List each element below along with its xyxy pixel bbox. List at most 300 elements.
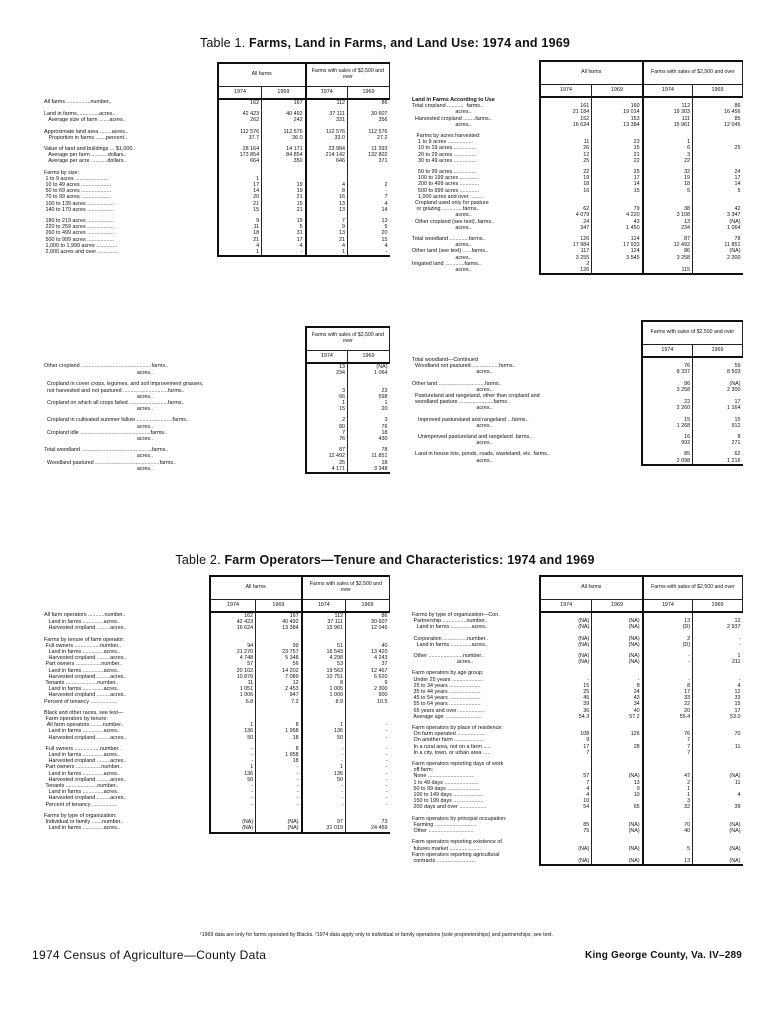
row-value: 14 [693, 181, 743, 187]
row-value: - [693, 642, 743, 648]
row-value: (NA) [540, 858, 592, 865]
row-value: 1 000 [302, 692, 346, 698]
row-value: 2 937 [693, 624, 743, 630]
row-value: 132 802 [348, 152, 390, 158]
row-value: 45 [540, 695, 592, 701]
row-value: 1 051 [210, 686, 256, 692]
row-value: 16 [540, 188, 592, 194]
row-value: 66 [306, 394, 348, 400]
row-label: acres.. [412, 659, 474, 666]
row-value: 3 545 [592, 255, 643, 261]
row-value: 8 [302, 680, 346, 686]
row-value: 8.9 [302, 699, 346, 705]
row-value: 6 620 [346, 674, 390, 680]
row-label: Woodland not pastured ..................farms.. [412, 363, 516, 370]
row-label: 100 to 199 acres ............. [412, 175, 480, 182]
table1-right-top [410, 60, 743, 275]
header-stub [42, 600, 210, 613]
row-value: - [643, 677, 693, 683]
row-value: 4 [262, 243, 306, 249]
row-value: - [643, 659, 693, 665]
row-value: 50 [210, 735, 256, 741]
row-value: 87 [306, 447, 348, 453]
row-value: 2 300 [346, 686, 390, 692]
row-value: 4 748 [210, 655, 256, 661]
row-value: 8 [256, 746, 302, 752]
row-label: Woodland pastured ...........................................farms.. [44, 459, 177, 466]
row-label: Irrigated land .............farms.. [412, 260, 481, 267]
row-value: 43 [592, 695, 643, 701]
row-value: 7 [348, 194, 390, 200]
row-label: Percent of tenancy ................. [44, 801, 118, 808]
row-value: - [346, 777, 390, 783]
row-label: 1,000 to 1,999 acres .............. [44, 242, 118, 249]
row-value: 24 [693, 169, 743, 175]
row-value: 11 851 [693, 242, 743, 248]
header-year-1974: 1974 [540, 600, 592, 613]
row-value: 23 [348, 388, 390, 394]
row-value: 136 [210, 771, 256, 777]
row-value: - [302, 802, 346, 808]
row-value: 1 [643, 786, 693, 792]
row-value: 75 [540, 828, 592, 834]
row-value: 40 [592, 708, 643, 714]
header-row-groups [410, 576, 743, 600]
row-value: 14 [592, 181, 643, 187]
row-label: acres.. [44, 436, 154, 443]
row-value: - [346, 789, 390, 795]
row-value: 25 [540, 689, 592, 695]
row-label: Other land ...............................farms.. [412, 380, 502, 387]
row-label: Tenants .....................number.. [44, 783, 119, 790]
header-stub [410, 345, 642, 358]
header-stub [42, 327, 306, 351]
row-label: Farm operators reporting days of work [412, 761, 504, 768]
row-value: - [693, 636, 743, 642]
row-value: (NA) [592, 636, 643, 642]
header-stub [42, 351, 306, 364]
header-all-farms: All farms [218, 63, 306, 87]
row-value: 15 [592, 188, 643, 194]
row-value: 34 [592, 701, 643, 707]
row-value: 15 [540, 683, 592, 689]
row-value: 18 [348, 430, 390, 436]
row-value: 40 [643, 828, 693, 834]
row-value: 86 [348, 99, 390, 106]
row-value: (NA) [540, 846, 592, 852]
row-value: 14 [218, 188, 262, 194]
row-value: 13 [643, 858, 693, 865]
row-value [592, 267, 643, 274]
row-value: 21 [306, 237, 348, 243]
row-label: Harvested cropland .........acres.. [44, 655, 127, 662]
row-value: 992 [642, 440, 693, 446]
header-year-1969: 1969 [348, 351, 390, 364]
row-label: Individual or family .......number.. [44, 819, 124, 826]
row-value: (NA) [540, 642, 592, 648]
row-label: All farm operators ........number.. [44, 722, 124, 729]
row-value: 97 [302, 819, 346, 825]
row-label: Harvested cropland .........acres.. [44, 673, 127, 680]
row-value: 62 [540, 206, 592, 212]
row-value: - [210, 758, 256, 764]
header-year-1974: 1974 [540, 85, 592, 98]
row-label: Cropland in cover crops, legumes, and soil improvement grasses, [44, 381, 204, 388]
row-label: Farming ............................ [412, 821, 477, 828]
row-value: 4 171 [306, 466, 348, 473]
row-label: Harvested cropland .........acres.. [44, 776, 127, 783]
row-value: 87 [643, 236, 693, 242]
row-value: 7 [643, 750, 693, 756]
row-value: 13 [348, 218, 390, 224]
row-value: 10.5 [346, 699, 390, 705]
row-label: acres.. [412, 386, 493, 393]
row-value: 12 [540, 152, 592, 158]
row-value: - [348, 188, 390, 194]
row-label: 50 to 69 acres .................... [44, 188, 112, 195]
row-label: Land in farms...............acres.. [44, 111, 116, 118]
row-value: (NA) [348, 363, 390, 370]
row-value: 112 576 [306, 129, 348, 135]
row-value: (NA) [592, 858, 643, 865]
row-label: acres.. [44, 406, 154, 413]
row-value: 21 [262, 194, 306, 200]
row-label: 45 to 54 years ..................... [412, 695, 481, 702]
header-row-groups [42, 576, 390, 600]
row-value: (NA) [693, 822, 743, 828]
row-value: 1 [693, 653, 743, 659]
row-value: 24 [592, 689, 643, 695]
table1-left-bottom [42, 326, 390, 474]
row-value: 162 [210, 612, 256, 619]
row-value: - [540, 677, 592, 683]
table-row [42, 99, 390, 106]
row-label: Part owners .................number.. [44, 661, 123, 668]
row-value: 5 [348, 224, 390, 230]
row-value: 20 [643, 708, 693, 714]
row-value: (NA) [256, 825, 302, 832]
row-value: 17 [218, 182, 262, 188]
header-year-1974: 1974 [306, 87, 348, 100]
row-value: 47 [643, 773, 693, 779]
row-value: 9 [306, 224, 348, 230]
row-value: 8 [256, 722, 302, 728]
row-label: Average size of farm .......acres.. [44, 117, 126, 124]
row-label: In a rural area, not on a farm ..... [412, 743, 491, 750]
row-label: Farm operators by place of residence: [412, 725, 503, 732]
row-value: 1 [210, 764, 256, 770]
row-label: 10 to 49 acres .................... [44, 182, 112, 189]
row-value: 38 [643, 206, 693, 212]
row-value: 136 [302, 728, 346, 734]
row-value: 53 [302, 661, 346, 667]
row-value: 1 958 [256, 752, 302, 758]
row-value: 37.7 [218, 135, 262, 141]
row-value: 7 [643, 744, 693, 750]
row-value: 7 089 [256, 674, 302, 680]
row-value: 86 [346, 612, 390, 619]
row-value: 33 [693, 695, 743, 701]
row-value: 1 [643, 792, 693, 798]
row-value: 19 303 [643, 109, 693, 115]
row-value: 1 006 [210, 692, 256, 698]
row-value: 4 [693, 792, 743, 798]
row-value: 28 [592, 744, 643, 750]
row-value: 8 [693, 434, 743, 440]
row-value: 112 [306, 99, 348, 106]
row-value: 10 [540, 798, 592, 804]
row-label: 180 to 219 acres .................. [44, 218, 115, 225]
row-value: - [348, 249, 390, 256]
row-label: Land in farms ..............acres.. [412, 641, 488, 648]
row-value: 94 [210, 643, 256, 649]
row-value: 1 [218, 176, 262, 182]
row-label: Other cropland (see text)..farms.. [412, 218, 495, 225]
header-stub [410, 61, 540, 85]
header-row-groups [410, 61, 743, 85]
row-value: 50 [302, 735, 346, 741]
row-label: 50 to 99 days ...................... [412, 785, 481, 792]
row-label: acres.. [412, 457, 493, 464]
row-value: 17 984 [540, 242, 592, 248]
row-value: 30 607 [346, 619, 390, 625]
row-value: 126 [540, 236, 592, 242]
row-value: 10 870 [210, 674, 256, 680]
row-value: 3 108 [643, 212, 693, 218]
row-value: 2 [643, 636, 693, 642]
row-label: Approximate land area ........acres.. [44, 128, 128, 135]
row-value: 14 [348, 207, 390, 213]
row-value: 11 [218, 224, 262, 230]
row-label: Land in farms ..............acres.. [44, 728, 120, 735]
row-value: - [256, 764, 302, 770]
row-value: - [346, 771, 390, 777]
row-label: In a city, town, or urban area ..... [412, 749, 491, 756]
row-value: (NA) [592, 822, 643, 828]
row-value: 4 243 [346, 655, 390, 661]
row-value: 108 [540, 731, 592, 737]
row-value: (NA) [592, 618, 643, 624]
row-value: 42 [693, 206, 743, 212]
row-value: 31 [262, 230, 306, 236]
header-row-years [42, 351, 390, 364]
row-value: 211 [693, 659, 743, 665]
row-value: 78 [348, 447, 390, 453]
header-year-1969: 1969 [693, 600, 743, 613]
row-value: - [346, 728, 390, 734]
row-value: - [302, 746, 346, 752]
row-value: 22 [643, 701, 693, 707]
row-label: Other .............................. [412, 828, 474, 835]
row-value: 8 [592, 683, 643, 689]
row-value: 17 [693, 708, 743, 714]
row-value: 234 [306, 370, 348, 376]
row-value: 65 [592, 804, 643, 810]
row-value: 21 [262, 207, 306, 213]
row-value: 13 [306, 363, 348, 370]
row-value: 53.0 [693, 714, 743, 720]
row-value: 76 [643, 731, 693, 737]
row-label: futures market ..................... [412, 845, 481, 852]
header-year-1974: 1974 [210, 600, 256, 613]
row-value: 664 [218, 158, 262, 164]
row-value: - [256, 783, 302, 789]
row-value: 3 258 [642, 387, 693, 393]
header-row-years [42, 87, 390, 100]
row-label: Harvested cropland .........acres.. [44, 758, 127, 765]
row-label: acres.. [44, 370, 154, 377]
row-value: 40 492 [262, 111, 306, 117]
row-value: 54.3 [540, 714, 592, 720]
row-value: 3 255 [540, 255, 592, 261]
row-value: 1 [306, 400, 348, 406]
row-value: - [643, 653, 693, 659]
row-value: 112 576 [262, 129, 306, 135]
row-value: 18 [218, 230, 262, 236]
row-label: 1 to 49 days ....................... [412, 779, 479, 786]
row-value: 16 543 [302, 649, 346, 655]
row-value: 32 [643, 169, 693, 175]
row-value: 17 [693, 399, 743, 405]
row-value: (NA) [693, 248, 743, 254]
row-value: - [210, 746, 256, 752]
row-value: 18 [540, 181, 592, 187]
header-row-years [410, 345, 743, 358]
row-value: 5 [643, 188, 693, 194]
row-label: 500 to 999 acres .................. [44, 236, 115, 243]
row-value: - [302, 758, 346, 764]
row-value: - [693, 677, 743, 683]
row-value: 70 [693, 731, 743, 737]
row-value: 126 [592, 731, 643, 737]
row-value: (NA) [592, 828, 643, 834]
row-value: 20 [218, 194, 262, 200]
row-value: 19 [262, 188, 306, 194]
row-label: Cropland in cultivated summer fallow ........................farms.. [44, 417, 189, 424]
table-row [42, 825, 390, 832]
row-value: 13 [643, 618, 693, 624]
row-label: 100 to 139 acres .................. [44, 200, 115, 207]
row-value: 31 019 [302, 825, 346, 832]
row-value: 112 [302, 612, 346, 619]
row-value: - [256, 789, 302, 795]
row-value: 1 [210, 722, 256, 728]
row-value: 4 [348, 243, 390, 249]
row-value: 8 [306, 188, 348, 194]
row-label: Harvested cropland .........acres.. [44, 795, 127, 802]
publication-title: 1974 Census of Agriculture—County Data [32, 948, 267, 962]
table2-right [410, 575, 743, 866]
row-label: Full owners .................number.. [44, 745, 121, 752]
row-value: 21 [218, 201, 262, 207]
row-value: 23 757 [256, 649, 302, 655]
row-label: Harvested cropland ........farms.. [412, 115, 492, 122]
row-value: 5 348 [256, 655, 302, 661]
header-all-farms: All farms [540, 61, 643, 85]
row-label: 2,000 acres and over .............. [44, 249, 119, 256]
table-row [410, 458, 743, 465]
header-all-farms: All farms [540, 576, 643, 600]
row-value: 11 [693, 780, 743, 786]
table2-number: Table 2. [175, 553, 221, 567]
row-value: 21 270 [210, 649, 256, 655]
row-label: 200 to 499 acres ............. [412, 181, 480, 188]
row-value: 16 624 [210, 625, 256, 631]
row-value: 7 [643, 737, 693, 743]
header-farms-2500: Farms with sales of $2,500 and over [643, 576, 743, 600]
row-label: acres.. [412, 242, 472, 249]
row-value: 13 384 [592, 122, 643, 128]
row-value: 86 [693, 103, 743, 109]
header-farms-2500: Farms with sales of $2,500 and over [642, 321, 743, 345]
row-value: 33.0 [306, 135, 348, 141]
row-label: Land in farms ..............acres.. [44, 789, 120, 796]
header-year-1969: 1969 [346, 600, 390, 613]
header-row-groups [410, 321, 743, 345]
row-label: acres.. [412, 254, 472, 261]
header-farms-2500: Farms with sales of $2,500 and over [306, 327, 390, 351]
row-label: acres.. [412, 121, 472, 128]
row-value: 20 [348, 230, 390, 236]
row-label: Farm operators reporting agricultural [412, 851, 500, 858]
row-label: Full owners .................number.. [44, 642, 121, 649]
row-value: 3 347 [693, 212, 743, 218]
row-label: Improved pastureland and rangeland ...farms.. [412, 416, 529, 423]
row-label: not harvested and not pastured ..............................farms.. [44, 387, 185, 394]
table1-number: Table 1. [199, 36, 246, 50]
row-label: contracts .......................... [412, 857, 476, 864]
row-value: (NA) [592, 653, 643, 659]
row-label: woodland pasture .......................farms.. [412, 399, 510, 406]
row-value: 3 [306, 388, 348, 394]
row-value: 347 [540, 225, 592, 231]
row-value: 70 [643, 822, 693, 828]
row-value: 262 [218, 117, 262, 123]
row-label: Other cropland ...............................................farms.. [44, 363, 169, 369]
row-label: 500 to 999 acres ............. [412, 187, 480, 194]
row-value: 37 [346, 661, 390, 667]
table-row [410, 858, 743, 865]
row-label: Pastureland and rangeland, other than cropland and [412, 393, 540, 400]
row-label: Unimproved pastureland and rangeland .farms.. [412, 434, 533, 441]
row-label: Proportion in farms .......percent.. [44, 134, 127, 141]
row-value: (NA) [693, 846, 743, 852]
row-value: - [346, 746, 390, 752]
row-label: Farm operators by age group: [412, 670, 484, 677]
row-label: 35 to 44 years ..................... [412, 689, 481, 696]
row-value: 1 005 [302, 686, 346, 692]
row-value: 13 [592, 780, 643, 786]
row-value: 4 079 [540, 212, 592, 218]
header-year-1974: 1974 [306, 351, 348, 364]
row-label: 150 to 199 days .................... [412, 798, 484, 805]
row-value: 21 184 [540, 109, 592, 115]
row-value: 1 [306, 249, 348, 256]
header-farms-2500: Farms with sales of $2,500 and over [306, 63, 390, 87]
row-value: 173 854 [218, 152, 262, 158]
row-label: Under 25 years ..................... [412, 676, 484, 683]
row-value: - [210, 752, 256, 758]
row-label: All farms.................number.. [44, 99, 112, 105]
row-label: 140 to 179 acres .................. [44, 206, 115, 213]
row-value: 4 [306, 182, 348, 188]
row-value: 234 [643, 225, 693, 231]
row-value: 900 [346, 692, 390, 698]
row-label: 1 to 9 acres ...................... [44, 175, 109, 182]
row-value: (NA) [540, 659, 592, 665]
row-value: - [210, 789, 256, 795]
row-value: 22 [643, 158, 693, 164]
